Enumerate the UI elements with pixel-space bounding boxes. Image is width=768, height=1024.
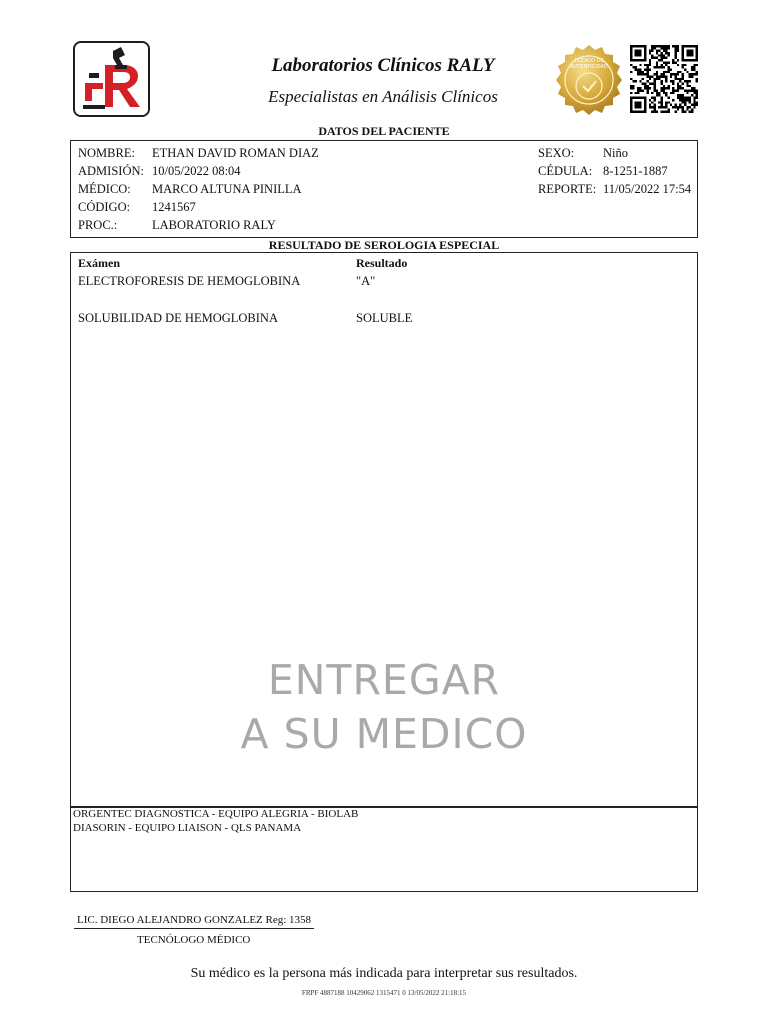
patient-sex: Niño [603, 146, 628, 160]
raly-logo-icon [73, 41, 150, 117]
patient-id: 8-1251-1887 [603, 164, 668, 178]
patient-name: ETHAN DAVID ROMAN DIAZ [152, 146, 319, 160]
patient-proc: LABORATORIO RALY [152, 218, 276, 232]
watermark-line1: ENTREGAR [267, 656, 501, 704]
qr-code-icon[interactable] [630, 45, 698, 113]
seal-text-top: CODIGO DE [574, 58, 604, 64]
patient-code: 1241567 [152, 200, 196, 214]
equipment-box [70, 808, 698, 892]
footer-code: FRPF 4887188 10429062 1315471 0 13/05/2022 21:18:15 [301, 989, 467, 997]
patient-doctor: MARCO ALTUNA PINILLA [152, 182, 302, 196]
result-row-value: "A" [356, 274, 376, 288]
authenticity-seal-icon [553, 44, 625, 116]
lab-tagline: Especialistas en Análisis Clínicos [268, 87, 498, 106]
equipment-line1: ORGENTEC DIAGNOSTICA - EQUIPO ALEGRIA - BIOLAB [73, 808, 359, 820]
result-row-exam: ELECTROFORESIS DE HEMOGLOBINA [78, 274, 301, 288]
patient-label-report: REPORTE: [538, 182, 597, 196]
column-header-result: Resultado [356, 256, 408, 270]
equipment-line2: DIASORIN - EQUIPO LIAISON - QLS PANAMA [73, 822, 302, 834]
patient-section-title: DATOS DEL PACIENTE [318, 124, 450, 138]
result-row-value: SOLUBLE [356, 311, 413, 325]
results-section-title: RESULTADO DE SEROLOGIA ESPECIAL [268, 238, 500, 252]
patient-label-admission: ADMISIÓN: [78, 164, 144, 178]
patient-label-doctor: MÉDICO: [78, 182, 131, 196]
signature-name: LIC. DIEGO ALEJANDRO GONZALEZ Reg: 1358 [74, 914, 314, 929]
patient-label-id: CÉDULA: [538, 164, 593, 178]
patient-label-proc: PROC.: [78, 218, 118, 232]
column-header-exam: Exámen [78, 256, 120, 270]
patient-report-date: 11/05/2022 17:54 [603, 182, 692, 196]
lab-name: Laboratorios Clínicos RALY [271, 55, 495, 76]
patient-label-code: CÓDIGO: [78, 200, 131, 214]
patient-admission: 10/05/2022 08:04 [152, 164, 241, 178]
result-row-exam: SOLUBILIDAD DE HEMOGLOBINA [78, 311, 278, 325]
watermark-line2: A SU MEDICO [240, 710, 528, 758]
signature-role: TECNÓLOGO MÉDICO [137, 934, 251, 946]
footer-note: Su médico es la persona más indicada para interpretar sus resultados. [190, 966, 578, 981]
patient-label-sex: SEXO: [538, 146, 575, 160]
patient-label-name: NOMBRE: [78, 146, 135, 160]
seal-text-bottom: AUTENTICIDAD [570, 64, 608, 70]
